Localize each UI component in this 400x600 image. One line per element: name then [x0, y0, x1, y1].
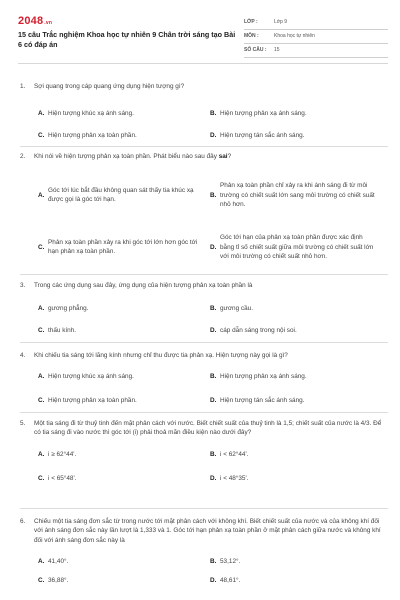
question-text-pre: Khi nói về hiện tượng phản xạ toàn phần. Phát biểu nào sau đây	[34, 153, 219, 160]
question-number: 6.	[20, 518, 26, 525]
option-d[interactable]	[210, 396, 305, 405]
option-letter: C.	[38, 474, 45, 482]
option-b[interactable]	[210, 450, 248, 459]
meta-label: LỚP :	[244, 18, 258, 25]
option-c[interactable]	[38, 326, 76, 335]
option-a[interactable]	[38, 557, 68, 566]
options	[34, 360, 388, 406]
question-4	[20, 351, 388, 406]
option-text: Phản xạ toàn phần xảy ra khi góc tới lớn hơn góc tới hạn phản xạ toàn phần.	[48, 239, 198, 256]
question-separator	[20, 274, 388, 275]
options	[34, 290, 388, 336]
question-2	[20, 152, 388, 271]
option-a[interactable]	[38, 109, 134, 118]
option-letter: D.	[210, 243, 217, 251]
option-letter: B.	[210, 557, 217, 565]
option-text: cáp dẫn sáng trong nội soi.	[220, 327, 297, 335]
option-d[interactable]	[210, 576, 240, 585]
option-text: i < 48°35'.	[220, 474, 249, 482]
option-letter: D.	[210, 397, 217, 405]
option-a[interactable]	[38, 372, 134, 381]
page-title: 15 câu Trắc nghiệm Khoa học tự nhiên 9 Chân trời sáng tạo Bài 6 có đáp án	[18, 30, 236, 50]
question-text: Một tia sáng đi từ thuỷ tinh đến mặt phân cách với nước. Biết chiết suất của thuỷ tinh là 1,5; chiết suất của nước là 4/3. Để có tia sáng đi vào nước thì góc tới (i) phải thoả mãn điều kiện nào dưới đây?	[34, 420, 382, 437]
option-d[interactable]	[210, 474, 248, 483]
option-text: i < 65°48'.	[48, 474, 77, 482]
option-a[interactable]	[38, 450, 76, 459]
option-a[interactable]	[38, 175, 208, 215]
option-letter: A.	[38, 110, 45, 118]
document-header	[18, 14, 388, 60]
option-letter: C.	[38, 576, 45, 584]
option-a[interactable]	[38, 304, 88, 313]
option-b[interactable]	[210, 304, 253, 313]
question-text: Sợi quang trong cáp quang ứng dụng hiện tượng gì?	[34, 83, 185, 90]
question-separator	[20, 412, 388, 413]
option-letter: B.	[210, 110, 217, 118]
option-letter: D.	[210, 474, 217, 482]
meta-label: SỐ CÂU :	[244, 46, 267, 53]
option-c[interactable]	[38, 474, 76, 483]
meta-label: MÔN :	[244, 32, 259, 39]
option-d[interactable]	[210, 326, 297, 335]
logo-suffix: .vn	[44, 20, 53, 26]
header-divider	[18, 63, 388, 64]
option-c[interactable]	[38, 396, 137, 405]
option-text: Phản xạ toàn phần chỉ xảy ra khi ánh sáng đi từ môi trường có chiết suất lớn sang môi trường có chiết suất nhỏ hơn.	[220, 182, 375, 208]
option-b[interactable]	[210, 372, 307, 381]
option-text: gương phẳng.	[48, 305, 89, 313]
option-c[interactable]	[38, 576, 68, 585]
option-text: 36,88°.	[48, 576, 69, 584]
option-text: 53,12°.	[220, 557, 241, 565]
meta-value: Khoa học tự nhiên	[274, 32, 315, 39]
logo-text: 2048	[18, 15, 44, 27]
question-separator	[20, 146, 388, 147]
option-letter: C.	[38, 243, 45, 251]
option-letter: B.	[210, 450, 217, 458]
meta-row-subject	[244, 30, 388, 44]
question-3	[20, 281, 388, 336]
meta-row-count	[244, 44, 388, 58]
option-text: Hiện tượng phản xạ toàn phần.	[48, 397, 137, 405]
option-b[interactable]	[210, 175, 390, 215]
option-letter: A.	[38, 373, 45, 381]
option-letter: A.	[38, 450, 45, 458]
option-letter: C.	[38, 397, 45, 405]
option-letter: A.	[38, 305, 45, 313]
option-c[interactable]	[38, 131, 137, 140]
option-text: Hiện tượng tán sắc ánh sáng.	[220, 397, 305, 405]
option-letter: D.	[210, 132, 217, 140]
question-text: Khi chiếu tia sáng tới lăng kính nhưng chỉ thu được tia phản xạ. Hiện tượng này gọi là gì?	[34, 352, 288, 359]
option-text: Hiện tượng khúc xạ ánh sáng.	[48, 110, 134, 118]
option-text: 48,61°.	[220, 576, 241, 584]
options	[34, 545, 388, 585]
option-text: Hiện tượng phản xạ ánh sáng.	[220, 373, 307, 381]
option-text: i ≥ 62°44'.	[48, 450, 77, 458]
meta-value: 15	[274, 46, 280, 53]
site-logo[interactable]	[18, 14, 52, 30]
question-number: 4.	[20, 352, 26, 359]
option-text: Góc tới hạn của phản xạ toàn phần được xác định bằng tỉ số chiết suất giữa môi trường có chiết suất lớn với môi trường có chiết suất nhỏ hơn.	[220, 234, 374, 260]
option-letter: B.	[210, 305, 217, 313]
question-6	[20, 517, 388, 585]
option-b[interactable]	[210, 557, 240, 566]
meta-value: Lớp 9	[274, 18, 288, 25]
options	[34, 161, 388, 271]
options	[34, 91, 388, 140]
question-number: 1.	[20, 83, 26, 90]
option-text: Hiện tượng phản xạ toàn phần.	[48, 132, 137, 140]
option-d[interactable]	[210, 223, 390, 271]
options	[34, 438, 388, 482]
meta-row-class	[244, 16, 388, 30]
option-c[interactable]	[38, 223, 208, 271]
option-letter: C.	[38, 327, 45, 335]
option-text: 41,40°.	[48, 557, 69, 565]
option-text: Góc tới lúc bắt đầu không quan sát thấy tia khúc xạ được gọi là góc tới hạn.	[48, 187, 194, 204]
question-1	[20, 82, 388, 140]
option-letter: D.	[210, 327, 217, 335]
question-text-post: ?	[227, 153, 232, 160]
option-letter: A.	[38, 191, 45, 199]
question-number: 5.	[20, 420, 26, 427]
meta-table	[244, 16, 388, 58]
option-text: thấu kính.	[48, 327, 77, 335]
option-b[interactable]	[210, 109, 307, 118]
option-text: gương cầu.	[220, 305, 253, 313]
option-text: i < 62°44'.	[220, 450, 249, 458]
question-text: Chiếu một tia sáng đơn sắc từ trong nước tới mặt phân cách với không khí. Biết chiết suất của nước và của không khí đối với ánh sáng đơn sắc này lần lượt là 1,333 và 1. Góc tới hạn phản xạ toàn phần ở mặt phân cách giữa nước và không khí đối với ánh sáng đơn sắc này là	[34, 518, 381, 544]
option-text: Hiện tượng tán sắc ánh sáng.	[220, 132, 305, 140]
question-text-emphasis: sai	[218, 153, 228, 160]
question-text: Trong các ứng dụng sau đây, ứng dụng của hiện tượng phản xạ toàn phần là	[34, 282, 253, 289]
option-d[interactable]	[210, 131, 305, 140]
option-letter: D.	[210, 576, 217, 584]
question-separator	[20, 508, 388, 509]
option-letter: C.	[38, 132, 45, 140]
option-text: Hiện tượng phản xạ ánh sáng.	[220, 110, 307, 118]
option-text: Hiện tượng khúc xạ ánh sáng.	[48, 373, 134, 381]
option-letter: B.	[210, 373, 217, 381]
question-text	[34, 152, 388, 161]
question-5	[20, 419, 388, 482]
option-letter: B.	[210, 191, 217, 199]
option-letter: A.	[38, 557, 45, 565]
question-number: 2.	[20, 153, 26, 160]
question-separator	[20, 342, 388, 343]
question-number: 3.	[20, 282, 26, 289]
